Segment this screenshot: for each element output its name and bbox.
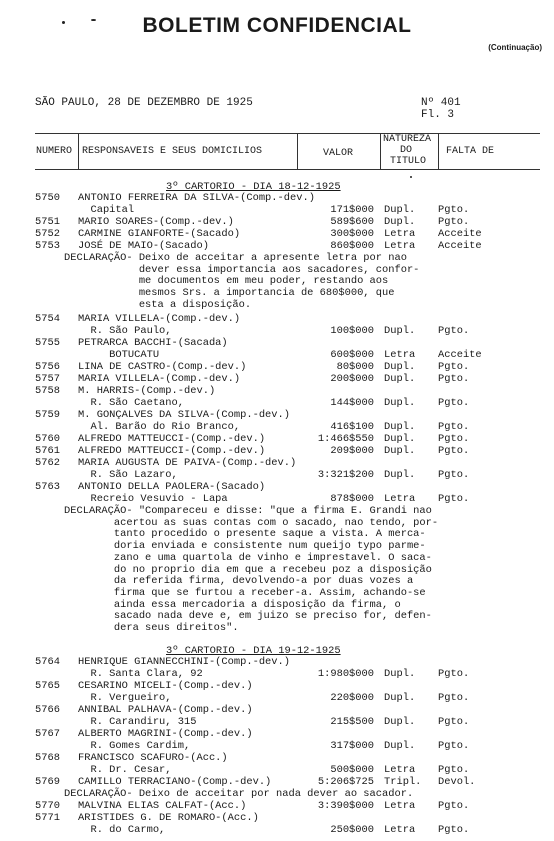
declaration-line: sacado nada deve e, em juizo se preciso for, defen- — [64, 610, 432, 623]
entry-number: 5771 — [35, 812, 60, 824]
entry-natureza: Tripl. — [384, 776, 422, 788]
entry-responsavel: Capital — [78, 204, 135, 216]
entry-valor: 500$000 — [330, 764, 374, 776]
entry-responsavel: FRANCISCO SCAFURO-(Acc.) — [78, 752, 228, 764]
entry-responsavel: R. Carandiru, 315 — [78, 716, 197, 728]
entry-valor: 1:466$550 — [317, 433, 374, 445]
entry-responsavel: ANTONIO FERREIRA DA SILVA-(Comp.-dev.) — [78, 192, 315, 204]
entry-responsavel: ANTONIO DELLA PAOLERA-(Sacado) — [78, 481, 266, 493]
entry-natureza: Letra — [384, 764, 416, 776]
entry-falta: Pgto. — [438, 361, 470, 373]
date-line: SÃO PAULO, 28 DE DEZEMBRO DE 1925 — [35, 97, 253, 109]
declaration-line: dera seus direitos". — [64, 622, 239, 634]
sheet-number: Fl. 3 — [421, 109, 455, 121]
entry-responsavel: MALVINA ELIAS CALFAT-(Acc.) — [78, 800, 247, 812]
entry-falta: Pgto. — [438, 373, 470, 385]
entry-natureza: Dupl. — [384, 445, 416, 457]
entry-responsavel: R. São Paulo, — [78, 325, 172, 337]
ink-speck — [91, 19, 96, 21]
entry-valor: 250$000 — [330, 824, 374, 836]
col-natureza-do: DO — [400, 145, 413, 156]
entry-valor: 144$000 — [330, 397, 374, 409]
entry-valor: 220$000 — [330, 692, 374, 704]
entry-responsavel: R. São Lazaro, — [78, 469, 178, 481]
entry-number: 5767 — [35, 728, 60, 740]
declaration-line: DECLARAÇÃO- "Compareceu e disse: "que a firma E. Grandi nao — [64, 505, 432, 517]
column-divider — [438, 133, 439, 169]
entry-number: 5753 — [35, 240, 60, 252]
declaration-line: mesmos Srs. a importancia de 680$000, que — [64, 287, 395, 300]
entry-number: 5754 — [35, 313, 60, 325]
entry-valor: 300$000 — [330, 228, 374, 240]
entry-number: 5757 — [35, 373, 60, 385]
entry-responsavel: Al. Barão do Rio Branco, — [78, 421, 241, 433]
entry-natureza: Dupl. — [384, 716, 416, 728]
entry-falta: Pgto. — [438, 469, 470, 481]
entry-valor: 200$000 — [330, 373, 374, 385]
entry-falta: Pgto. — [438, 668, 470, 680]
entry-falta: Pgto. — [438, 716, 470, 728]
entry-falta: Acceite — [438, 240, 482, 252]
col-valor: VALOR — [323, 148, 354, 159]
entry-natureza: Dupl. — [384, 373, 416, 385]
entry-valor: 3:321$200 — [317, 469, 374, 481]
entry-number: 5768 — [35, 752, 60, 764]
entry-responsavel: ALBERTO MAGRINI-(Comp.-dev.) — [78, 728, 253, 740]
entry-number: 5759 — [35, 409, 60, 421]
entry-responsavel: CESARINO MICELI-(Comp.-dev.) — [78, 680, 253, 692]
header-rule-bottom — [35, 169, 540, 170]
entry-number: 5764 — [35, 656, 60, 668]
entry-natureza: Dupl. — [384, 668, 416, 680]
entry-natureza: Letra — [384, 493, 416, 505]
entry-responsavel: HENRIQUE GIANNECCHINI-(Comp.-dev.) — [78, 656, 291, 668]
entry-falta: Pgto. — [438, 421, 470, 433]
entry-natureza: Dupl. — [384, 692, 416, 704]
entry-valor: 5:206$725 — [317, 776, 374, 788]
entry-falta: Pgto. — [438, 216, 470, 228]
entry-responsavel: M. GONÇALVES DA SILVA-(Comp.-dev.) — [78, 409, 291, 421]
entry-valor: 1:980$000 — [317, 668, 374, 680]
column-divider — [297, 133, 298, 169]
entry-natureza: Letra — [384, 824, 416, 836]
col-natureza: NATUREZA — [383, 134, 432, 145]
declaration-line: me documentos em meu poder, restando aos — [64, 275, 389, 288]
entry-responsavel: JOSÉ DE MAIO-(Sacado) — [78, 240, 209, 252]
bulletin-number: Nº 401 — [421, 97, 461, 109]
entry-responsavel: R. Gomes Cardim, — [78, 740, 191, 752]
entry-valor: 416$100 — [330, 421, 374, 433]
entry-number: 5758 — [35, 385, 60, 397]
entry-natureza: Dupl. — [384, 361, 416, 373]
entry-number: 5752 — [35, 228, 60, 240]
entry-falta: Pgto. — [438, 397, 470, 409]
declaration-line: dever essa importancia aos sacadores, confor- — [64, 263, 420, 276]
entry-valor: 209$000 — [330, 445, 374, 457]
section-heading: 3º CARTORIO - DIA 18-12-1925 — [166, 181, 341, 193]
entry-responsavel: R. do Carmo, — [78, 824, 166, 836]
entry-number: 5769 — [35, 776, 60, 788]
entry-falta: Acceite — [438, 228, 482, 240]
entry-responsavel: MARIA VILLELA-(Comp.-dev.) — [78, 373, 241, 385]
entry-valor: 100$000 — [330, 325, 374, 337]
header-rule-top — [35, 133, 540, 134]
col-numero: NUMERO — [36, 146, 73, 157]
entry-falta: Pgto. — [438, 445, 470, 457]
entry-number: 5770 — [35, 800, 60, 812]
entry-responsavel: PETRARCA BACCHI-(Sacada) — [78, 337, 228, 349]
entry-responsavel: MARIA AUGUSTA DE PAIVA-(Comp.-dev.) — [78, 457, 297, 469]
entry-responsavel: CARMINE GIANFORTE-(Sacado) — [78, 228, 241, 240]
entry-valor: 171$000 — [330, 204, 374, 216]
entry-responsavel: MARIA VILLELA-(Comp.-dev.) — [78, 313, 241, 325]
entry-natureza: Letra — [384, 228, 416, 240]
entry-valor: 80$000 — [336, 361, 374, 373]
entry-falta: Pgto. — [438, 493, 470, 505]
declaration-line: tanto procedido o presente saque a vista. A merca- — [64, 528, 426, 541]
entry-responsavel: LINA DE CASTRO-(Comp.-dev.) — [78, 361, 247, 373]
entry-responsavel: R. Vergueiro, — [78, 692, 172, 704]
entry-natureza: Dupl. — [384, 433, 416, 445]
entry-responsavel: CAMILLO TERRACIANO-(Comp.-dev.) — [78, 776, 272, 788]
declaration-line: zano e uma quartola de vinho e imprestavel. O saca- — [64, 551, 432, 564]
entry-responsavel: ALFREDO MATTEUCCI-(Comp.-dev.) — [78, 433, 266, 445]
entry-number: 5760 — [35, 433, 60, 445]
entry-falta: Acceite — [438, 349, 482, 361]
entry-responsavel: R. Dr. Cesar, — [78, 764, 172, 776]
entry-falta: Pgto. — [438, 204, 470, 216]
entry-falta: Devol. — [438, 776, 476, 788]
entry-valor: 215$500 — [330, 716, 374, 728]
entry-valor: 860$000 — [330, 240, 374, 252]
entry-responsavel: ANNIBAL PALHAVA-(Comp.-dev.) — [78, 704, 253, 716]
document-title: BOLETIM CONFIDENCIAL — [142, 14, 412, 37]
entry-number: 5750 — [35, 192, 60, 204]
col-falta: FALTA DE — [446, 146, 495, 157]
declaration-line: firma que se furtou a receber-a. Assim, achando-se — [64, 586, 426, 599]
declaration-line: doria enviada e consistente num queijo typo parme- — [64, 540, 426, 553]
entry-responsavel: BOTUCATU — [78, 349, 160, 361]
col-responsaveis: RESPONSAVEIS E SEUS DOMICILIOS — [82, 146, 263, 157]
entry-natureza: Dupl. — [384, 216, 416, 228]
entry-natureza: Letra — [384, 240, 416, 252]
entry-natureza: Dupl. — [384, 421, 416, 433]
entry-natureza: Letra — [384, 349, 416, 361]
entry-falta: Pgto. — [438, 433, 470, 445]
declaration-line: esta a disposição. — [64, 298, 252, 311]
entry-valor: 589$600 — [330, 216, 374, 228]
section-heading: 3º CARTORIO - DIA 19-12-1925 — [166, 645, 341, 657]
entry-valor: 3:390$000 — [317, 800, 374, 812]
entry-responsavel: ARISTIDES G. DE ROMARO-(Acc.) — [78, 812, 259, 824]
ink-speck — [410, 176, 412, 178]
entry-number: 5766 — [35, 704, 60, 716]
col-natureza-titulo: TITULO — [390, 156, 427, 167]
entry-number: 5755 — [35, 337, 60, 349]
entry-number: 5751 — [35, 216, 60, 228]
continuation-label: (Continuação) — [488, 43, 542, 52]
entry-valor: 600$000 — [330, 349, 374, 361]
declaration-line: do no proprio dia em que a recebeu poz a disposição — [64, 563, 432, 576]
entry-falta: Pgto. — [438, 764, 470, 776]
column-divider — [380, 133, 381, 169]
entry-natureza: Dupl. — [384, 740, 416, 752]
ink-speck — [62, 21, 65, 24]
entry-valor: 878$000 — [330, 493, 374, 505]
entry-falta: Pgto. — [438, 692, 470, 704]
declaration-line: ainda essa mercadoria a disposição da firma, o — [64, 598, 401, 611]
declaration-line: DECLARAÇÃO- Deixo de acceitar a apresente letra por nao — [64, 252, 407, 264]
entry-falta: Pgto. — [438, 800, 470, 812]
entry-responsavel: M. HARRIS-(Comp.-dev.) — [78, 385, 216, 397]
column-divider — [78, 133, 79, 169]
entry-responsavel: R. Santa Clara, 92 — [78, 668, 203, 680]
entry-natureza: Dupl. — [384, 469, 416, 481]
entry-responsavel: R. São Caetano, — [78, 397, 185, 409]
entry-valor: 317$000 — [330, 740, 374, 752]
entry-falta: Pgto. — [438, 325, 470, 337]
entry-number: 5765 — [35, 680, 60, 692]
entry-falta: Pgto. — [438, 824, 470, 836]
entry-natureza: Letra — [384, 800, 416, 812]
entry-number: 5762 — [35, 457, 60, 469]
entry-natureza: Dupl. — [384, 397, 416, 409]
declaration-line: DECLARAÇÃO- Deixo de acceitar por nada dever ao sacador. — [64, 788, 414, 800]
entry-responsavel: Recreio Vesuvio - Lapa — [78, 493, 228, 505]
declaration-line: da referida firma, devolvendo-a por duas vozes a — [64, 575, 414, 588]
entry-natureza: Dupl. — [384, 204, 416, 216]
entry-number: 5763 — [35, 481, 60, 493]
entry-natureza: Dupl. — [384, 325, 416, 337]
entry-number: 5756 — [35, 361, 60, 373]
entry-falta: Pgto. — [438, 740, 470, 752]
entry-responsavel: ALFREDO MATTEUCCI-(Comp.-dev.) — [78, 445, 266, 457]
entry-number: 5761 — [35, 445, 60, 457]
entry-responsavel: MARIO SOARES-(Comp.-dev.) — [78, 216, 234, 228]
declaration-line: acertou as suas contas com o sacado, nao tendo, por- — [64, 516, 439, 529]
